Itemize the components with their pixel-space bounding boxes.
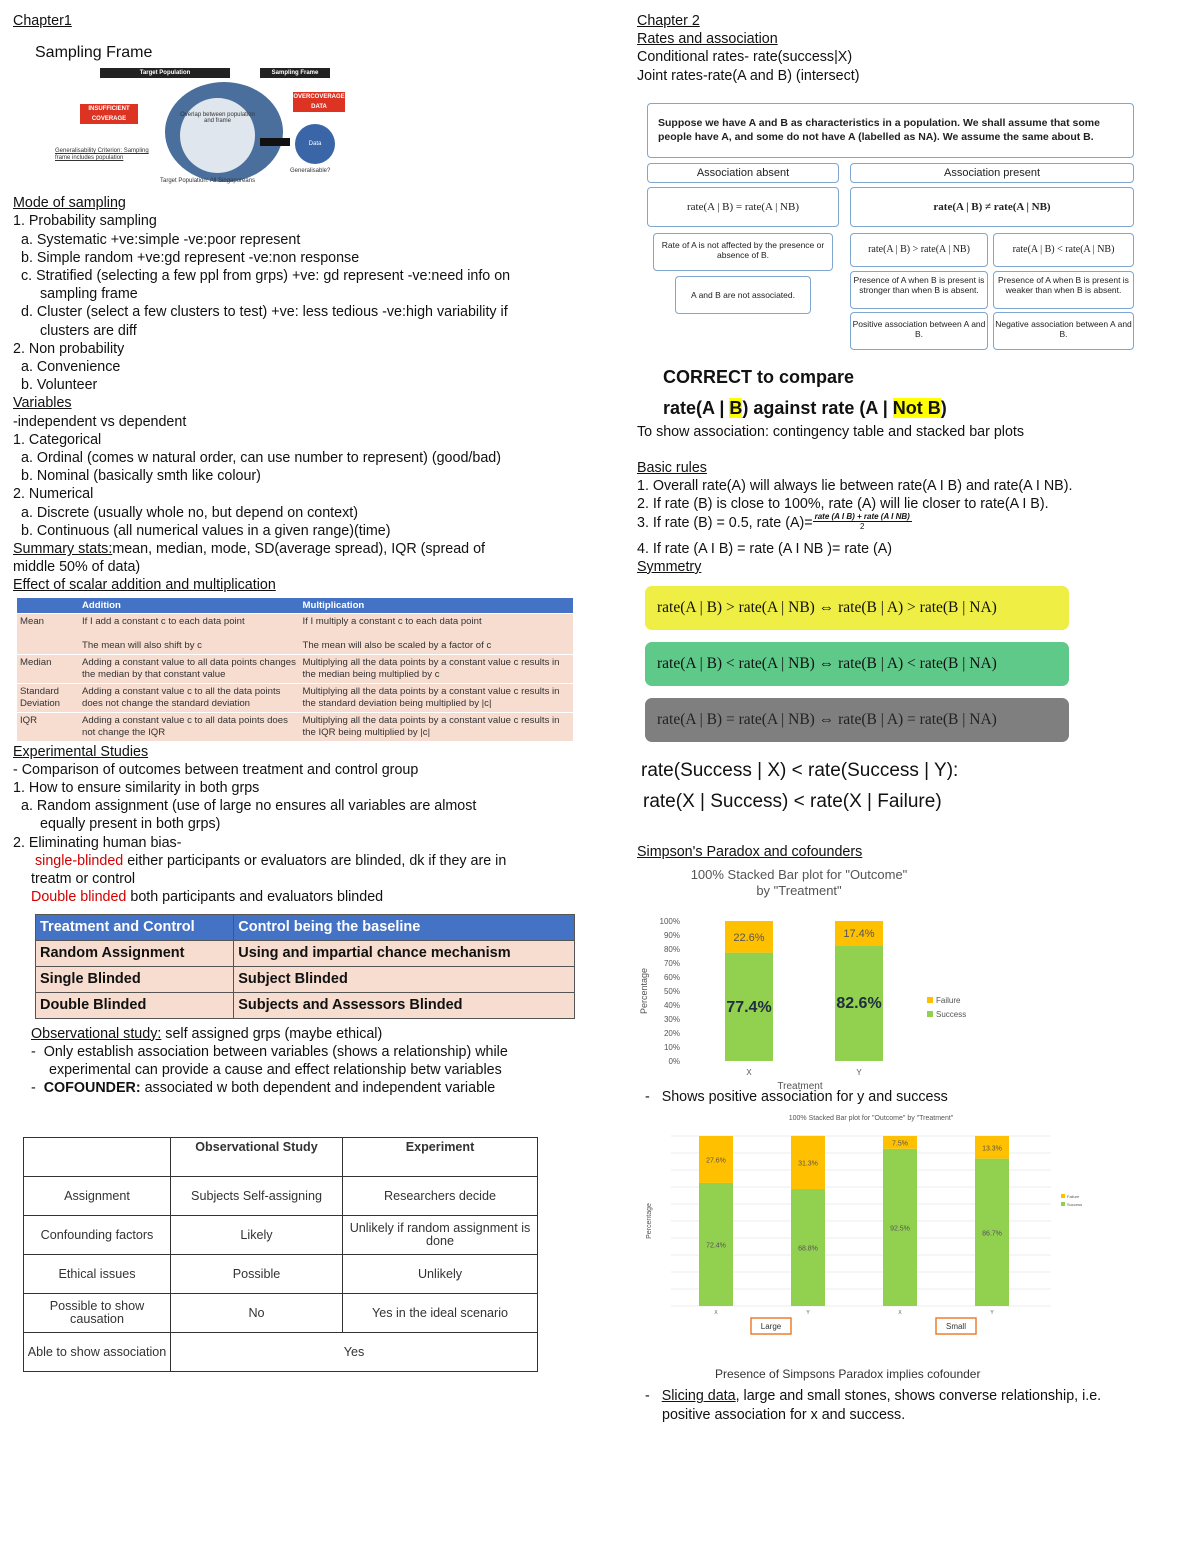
- association-diagram-bottom: [647, 315, 1187, 355]
- gt-box: rate(A | B) > rate(A | NB): [850, 233, 988, 267]
- left-column: [13, 12, 583, 1372]
- table-cell: Ethical issues: [24, 1255, 171, 1294]
- x-tick-label: X: [746, 1068, 752, 1078]
- design-table: [35, 914, 575, 1019]
- double-blinded-term: Double blinded: [31, 889, 127, 906]
- table-header-row: [36, 914, 575, 940]
- legend-swatch-success: [927, 1011, 933, 1017]
- mode-line: d. Cluster (select a few clusters to test) +ve: less tedious -ve:high variability if: [21, 304, 508, 321]
- single-blinded-term: single-blinded: [35, 852, 124, 869]
- compare-rates: [663, 398, 1187, 419]
- compare-rates-not-b: Not B: [892, 397, 941, 418]
- obs-bullet: - Only establish association between variables (shows a relationship) while: [31, 1043, 508, 1060]
- correct-to-compare: CORRECT to compare: [663, 366, 855, 387]
- cofounder-term: COFOUNDER:: [43, 1080, 141, 1097]
- success-data-label: 92.5%: [890, 1225, 910, 1233]
- right-column: [637, 12, 1187, 1424]
- table-cell: Subjects and Assessors Blinded: [234, 992, 575, 1018]
- mode-line: c. Stratified (selecting a few ppl from grps) +ve: gd represent -ve:need info on: [21, 268, 511, 285]
- x-tick-label: Y: [856, 1068, 862, 1078]
- variable-line: -independent vs dependent: [13, 413, 187, 430]
- table-cell: Double Blinded: [36, 992, 234, 1018]
- cofounder-text: associated w both dependent and independent variable: [140, 1080, 496, 1097]
- conditional-rates: Conditional rates- rate(success|X): [637, 49, 853, 66]
- table-cell: Subject Blinded: [234, 966, 575, 992]
- failure-data-label: 13.3%: [982, 1145, 1002, 1153]
- mode-line: 2. Non probability: [13, 340, 125, 357]
- rule-line: 4. If rate (A I B) = rate (A I NB )= rate (A): [637, 540, 893, 557]
- scalar-effect-table: [17, 598, 573, 741]
- y-tick-label: 20%: [663, 1029, 680, 1039]
- eq-present-box: rate(A | B) ≠ rate(A | NB): [850, 187, 1134, 227]
- x-tick-label: Y: [806, 1310, 810, 1317]
- variable-line: 1. Categorical: [13, 431, 102, 448]
- summary-stats-label: Summary stats:: [13, 541, 113, 558]
- table-cell: Treatment and Control: [36, 914, 234, 940]
- success-data-label: 72.4%: [706, 1242, 726, 1250]
- overcoverage-label: OVERCOVERAGE DATA: [293, 94, 345, 111]
- table-cell: Able to show association: [24, 1333, 171, 1372]
- table-cell: Subjects Self-assigning: [171, 1177, 343, 1216]
- table-header-row: [24, 1138, 538, 1177]
- y-tick-label: 50%: [663, 987, 680, 997]
- table-cell: Adding a constant value to all data points changes the median by that constant value: [79, 654, 299, 683]
- positive-y-text: Shows positive association for y and success: [661, 1089, 948, 1106]
- x-tick-label: X: [898, 1310, 902, 1317]
- table-cell: No: [171, 1294, 343, 1333]
- table-cell: [24, 1138, 171, 1177]
- x-tick-label: Y: [990, 1310, 994, 1317]
- slicing-line-2: positive association for x and success.: [662, 1406, 906, 1423]
- summary-stats-text: mean, median, mode, SD(average spread), IQR (spread of: [112, 541, 486, 558]
- group-label: Large: [760, 1322, 782, 1332]
- legend-label-failure: Failure: [1067, 1194, 1080, 1200]
- table-cell: Researchers decide: [343, 1177, 538, 1216]
- exp-line: equally present in both grps): [40, 816, 221, 833]
- y-tick-label: 80%: [663, 945, 680, 955]
- y-tick-label: 0%: [668, 1057, 680, 1067]
- double-blinded-text: both participants and evaluators blinded: [126, 889, 384, 906]
- table-cell: Multiplying all the data points by a constant value c results in the median being multiplied by c: [299, 654, 573, 683]
- variable-line: 2. Numerical: [13, 486, 94, 503]
- mode-line: a. Convenience: [21, 359, 121, 376]
- table-cell: If I add a constant c to each data point The mean will also shift by c: [79, 613, 299, 654]
- variable-line: a. Discrete (usually whole no, but depend on context): [21, 504, 358, 521]
- insufficient-coverage-label: INSUFFICIENT COVERAGE: [80, 104, 138, 124]
- x-axis-label: Treatment: [777, 1081, 823, 1093]
- failure-data-label: 31.3%: [798, 1160, 818, 1168]
- slicing-text: , large and small stones, shows converse relationship, i.e.: [735, 1388, 1102, 1405]
- exp-line: 2. Eliminating human bias-: [13, 834, 182, 851]
- mode-of-sampling-heading: Mode of sampling: [13, 195, 126, 212]
- positive-y-line: - Shows positive association for y and success: [645, 1089, 948, 1106]
- weaker-box: Presence of A when B is present is weaker than when B is absent.: [993, 271, 1134, 309]
- association-diagram: [647, 103, 1187, 315]
- table-row: [17, 683, 573, 712]
- table-row: [36, 940, 575, 966]
- rule-line: 1. Overall rate(A) will always lie between rate(A I B) and rate(A I NB).: [637, 478, 1073, 495]
- table-cell: IQR: [17, 712, 79, 741]
- y-tick-label: 60%: [663, 973, 680, 983]
- sampling-frame-diagram: [55, 68, 355, 188]
- table-cell: Control being the baseline: [234, 914, 575, 940]
- success-data-label: 77.4%: [726, 999, 772, 1017]
- chapter-1-heading: Chapter1: [13, 13, 72, 29]
- show-association: To show association: contingency table and stacked bar plots: [637, 423, 1025, 440]
- table-cell: Likely: [171, 1216, 343, 1255]
- table-cell: Confounding factors: [24, 1216, 171, 1255]
- failure-data-label: 7.5%: [892, 1140, 908, 1148]
- joint-rates: Joint rates-rate(A and B) (intersect): [637, 67, 860, 84]
- obs-vs-exp-table: [23, 1137, 538, 1372]
- rule-3-fraction: [813, 512, 912, 531]
- positive-association-box: Positive association between A and B.: [850, 312, 988, 350]
- table-cell: Multiplying all the data points by a constant value c results in the IQR being multiplied by |c|: [299, 712, 573, 741]
- variable-line: b. Nominal (basically smth like colour): [21, 468, 261, 485]
- table-cell: Unlikely if random assignment is done: [343, 1216, 538, 1255]
- sampling-frame-label: Sampling Frame: [260, 68, 330, 78]
- chart-title: 100% Stacked Bar plot for "Outcome" by "Treatment": [788, 1115, 954, 1123]
- table-row: [17, 613, 573, 654]
- table-cell: Using and impartial chance mechanism: [234, 940, 575, 966]
- rule-3-text: 3. If rate (B) = 0.5, rate (A)=: [637, 514, 813, 531]
- obs-bullet-cont: experimental can provide a cause and effect relationship betw variables: [49, 1061, 502, 1078]
- not-associated-box: A and B are not associated.: [675, 276, 811, 314]
- mode-line: clusters are diff: [40, 322, 137, 339]
- group-label: Small: [945, 1322, 967, 1332]
- y-tick-label: 30%: [663, 1015, 680, 1025]
- summary-stats-line-2: middle 50% of data): [13, 559, 141, 576]
- overlap-circle: Overlap between population and frame: [180, 98, 255, 173]
- compare-rates-b: B: [729, 397, 743, 418]
- observational-line: [13, 1025, 583, 1043]
- table-cell: Standard Deviation: [17, 683, 79, 712]
- table-cell: Unlikely: [343, 1255, 538, 1294]
- table-header-cell: Multiplication: [299, 598, 573, 614]
- slicing-term: Slicing data: [661, 1388, 736, 1405]
- table-row: [24, 1255, 538, 1294]
- observational-text: self assigned grps (maybe ethical): [161, 1025, 383, 1042]
- variable-line: a. Ordinal (comes w natural order, can use number to represent) (good/bad): [21, 450, 501, 467]
- suppose-box: Suppose we have A and B as characteristics in a population. We shall assume that some people have A, and some do not have A (labelled as NA). We assume the same about B.: [647, 103, 1134, 158]
- double-blinded-line: [13, 888, 583, 906]
- simpson-caption: Presence of Simpsons Paradox implies cofounder: [715, 1367, 981, 1382]
- symmetry-heading: Symmetry: [637, 558, 702, 575]
- effect-scalar-heading: Effect of scalar addition and multiplication: [13, 577, 276, 594]
- success-data-label: 86.7%: [982, 1230, 1002, 1238]
- table-row: [24, 1294, 538, 1333]
- slicing-line: - Slicing data, large and small stones, shows converse relationship, i.e.: [645, 1388, 1102, 1405]
- y-tick-label: 100%: [659, 917, 680, 927]
- table-header-row: [17, 598, 573, 614]
- table-cell: Adding a constant value c to all data points does not change the IQR: [79, 712, 299, 741]
- table-cell: Yes: [171, 1333, 538, 1372]
- chart-title-line2: by "Treatment": [756, 883, 842, 899]
- legend-label-failure: Failure: [936, 996, 961, 1006]
- mode-line: 1. Probability sampling: [13, 213, 157, 230]
- mode-line: a. Systematic +ve:simple -ve:poor represent: [21, 231, 301, 248]
- cofounder-bullet: - COFOUNDER: associated w both dependent and independent variable: [31, 1080, 496, 1097]
- mode-line: b. Volunteer: [21, 377, 98, 394]
- failure-data-label: 27.6%: [706, 1157, 726, 1165]
- table-row: [24, 1177, 538, 1216]
- table-cell: Yes in the ideal scenario: [343, 1294, 538, 1333]
- target-population-label: Target Population: [100, 68, 230, 78]
- compare-rates-part: rate(A |: [663, 397, 730, 418]
- rule-line: 2. If rate (B) is close to 100%, rate (A) will lie closer to rate(A I B).: [637, 496, 1049, 513]
- y-tick-label: 70%: [663, 959, 680, 969]
- table-cell: Median: [17, 654, 79, 683]
- legend-swatch-failure: [1061, 1194, 1065, 1198]
- rates-heading: Rates and association: [637, 31, 778, 48]
- simpson-heading: Simpson's Paradox and cofounders: [637, 844, 863, 861]
- summary-stats-line: [13, 540, 583, 558]
- legend-label-success: Success: [1067, 1202, 1083, 1208]
- lt-box: rate(A | B) < rate(A | NB): [993, 233, 1134, 267]
- table-row: [36, 966, 575, 992]
- table-cell: Experiment: [343, 1138, 538, 1177]
- data-circle: Data: [295, 124, 335, 164]
- table-header-cell: [17, 598, 79, 614]
- legend-swatch-success: [1061, 1202, 1065, 1206]
- symmetry-lt-box: rate(A | B) < rate(A | NB) ⇔ rate(B | A) < rate(B | NA): [645, 642, 1069, 686]
- chapter-2-heading: Chapter 2: [637, 13, 700, 29]
- x-tick-label: X: [714, 1310, 718, 1317]
- y-tick-label: 90%: [663, 931, 680, 941]
- outcome-by-treatment-chart: [637, 863, 997, 1093]
- failure-data-label: 17.4%: [843, 928, 875, 941]
- y-tick-label: 40%: [663, 1001, 680, 1011]
- obs-bullet-text: Only establish association between variables (shows a relationship) while: [43, 1043, 508, 1060]
- mode-line: sampling frame: [40, 286, 138, 303]
- table-cell: Possible to show causation: [24, 1294, 171, 1333]
- variables-heading: Variables: [13, 395, 72, 412]
- table-row: [24, 1333, 538, 1372]
- success-data-label: 68.8%: [798, 1245, 818, 1253]
- success-data-label: 82.6%: [836, 995, 882, 1013]
- fraction-denominator: 2: [859, 521, 865, 531]
- not-affected-box: Rate of A is not affected by the presence or absence of B.: [653, 233, 833, 271]
- table-cell: Single Blinded: [36, 966, 234, 992]
- basic-rules-heading: Basic rules: [637, 460, 707, 477]
- table-cell: If I multiply a constant c to each data point The mean will also be scaled by a factor of c: [299, 613, 573, 654]
- table-row: [24, 1216, 538, 1255]
- diagram-caption: Target Population: All Singaporeans: [160, 178, 256, 185]
- chart-title-line1: 100% Stacked Bar plot for "Outcome": [690, 867, 908, 883]
- table-cell: Multiplying all the data points by a constant value c results in the standard deviation being multiplied by |c|: [299, 683, 573, 712]
- exp-line: a. Random assignment (use of large no ensures all variables are almost: [21, 798, 477, 815]
- compare-rates-part: ) against rate (A |: [742, 397, 893, 418]
- y-tick-label: 10%: [663, 1043, 680, 1053]
- association-present-header: Association present: [850, 163, 1134, 183]
- sliced-outcome-chart: [641, 1108, 1101, 1358]
- legend-swatch-failure: [927, 997, 933, 1003]
- table-cell: Adding a constant value c to all the data points does not change the standard deviation: [79, 683, 299, 712]
- negative-association-box: Negative association between A and B.: [993, 312, 1134, 350]
- table-header-cell: Addition: [79, 598, 299, 614]
- rule-line-3: [637, 511, 1187, 540]
- table-row: [36, 992, 575, 1018]
- inequality-1: rate(Success | X) < rate(Success | Y):: [641, 760, 959, 782]
- table-cell: Possible: [171, 1255, 343, 1294]
- legend-label-success: Success: [936, 1010, 967, 1020]
- single-blinded-text: either participants or evaluators are blinded, dk if they are in: [123, 852, 507, 869]
- observational-label: Observational study:: [31, 1025, 162, 1042]
- failure-data-label: 22.6%: [733, 932, 765, 945]
- table-cell: Mean: [17, 613, 79, 654]
- eq-absent-box: rate(A | B) = rate(A | NB): [647, 187, 839, 227]
- inequality-2: rate(X | Success) < rate(X | Failure): [643, 791, 942, 813]
- symmetry-gt-box: rate(A | B) > rate(A | NB) ⇔ rate(B | A) > rate(B | NA): [645, 586, 1069, 630]
- association-absent-header: Association absent: [647, 163, 839, 183]
- experimental-studies-heading: Experimental Studies: [13, 743, 149, 760]
- sampling-frame-title: Sampling Frame: [35, 44, 153, 62]
- table-cell: Observational Study: [171, 1138, 343, 1177]
- table-row: [17, 654, 573, 683]
- symmetry-eq-box: rate(A | B) = rate(A | NB) ⇔ rate(B | A) = rate(B | NA): [645, 698, 1069, 742]
- table-cell: Random Assignment: [36, 940, 234, 966]
- y-axis-label: Percentage: [639, 968, 649, 1015]
- exp-line: - Comparison of outcomes between treatment and control group: [13, 761, 419, 778]
- exp-line: 1. How to ensure similarity in both grps: [13, 780, 260, 797]
- stronger-box: Presence of A when B is present is stronger than when B is absent.: [850, 271, 988, 309]
- generalisability-note: Generalisability Criterion: Sampling frame includes population: [55, 148, 149, 162]
- compare-rates-part: ): [940, 397, 947, 418]
- variable-line: b. Continuous (all numerical values in a given range)(time): [21, 522, 391, 539]
- table-cell: Assignment: [24, 1177, 171, 1216]
- table-row: [17, 712, 573, 741]
- single-blinded-line-2: treatm or control: [31, 871, 136, 888]
- y-axis-label: Percentage: [646, 1203, 653, 1240]
- fraction-numerator: rate (A I B) + rate (A I NB): [814, 511, 910, 521]
- mode-line: b. Simple random +ve:gd represent -ve:non response: [21, 249, 360, 266]
- single-blinded-line: [13, 852, 583, 870]
- arrow-icon: [260, 138, 290, 146]
- generalisable-caption: Generalisable?: [290, 168, 331, 175]
